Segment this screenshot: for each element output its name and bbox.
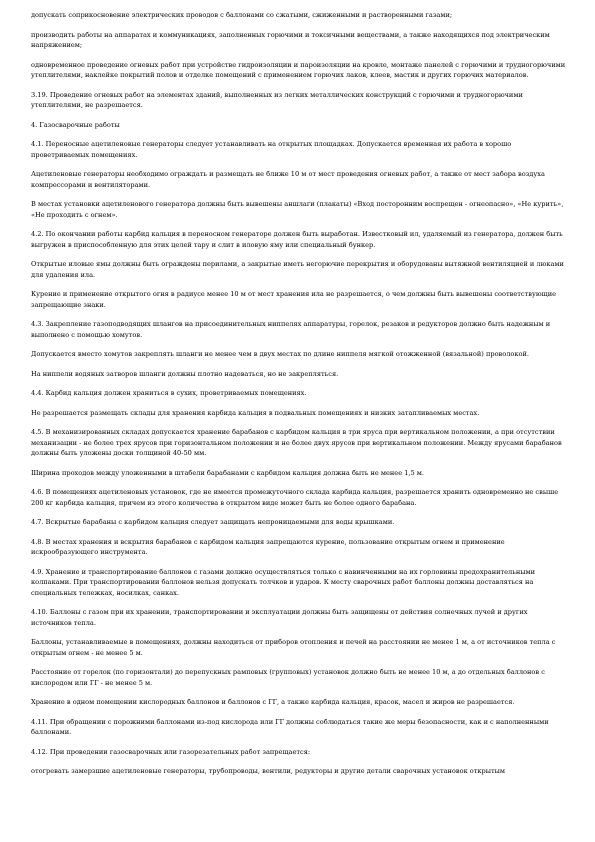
- paragraph: 4.6. В помещениях ацетиленовых установок, где не имеется промежуточного склада карбида кальция, разрешается хранить одновременно не свыше 200 кг карбида кальция, причем из этого количества в открытом виде может быть не более одного барабана.: [31, 488, 559, 507]
- paragraph: Ширина проходов между уложенными в штабели барабанами с карбидом кальция должна быть не менее 1,5 м.: [31, 468, 425, 477]
- paragraph: одновременное проведение огневых работ при устройстве гидроизоляции и пароизоляции на кровле, монтаже панелей с горючими и трудногорючими утеплителями, наклейке покрытий полов и отделке помещений с применением горючих лаков, клеев, мастик и других горючих материалов.: [31, 60, 566, 79]
- paragraph: 4.8. В местах хранения и вскрытия барабанов с карбидом кальция запрещаются курение, пользование открытым огнем и применение искрообразующего инструмента.: [31, 537, 505, 556]
- paragraph: 4.4. Карбид кальция должен храниться в сухих, проветриваемых помещениях.: [31, 389, 307, 397]
- paragraph: На ниппели водяных затворов шланги должны плотно надеваться, но не закрепляться.: [31, 369, 339, 378]
- paragraph: Расстояние от горелок (по горизонтали) до перепускных рамповых (групповых) установок должно быть не менее 10 м, а до отдельных баллонов с кислородом или ГГ - не менее 5 м.: [31, 668, 545, 687]
- paragraph: производить работы на аппаратах и коммуникациях, заполненных горючими и токсичными веществами, а также находящихся под электрическим напряжением;: [31, 30, 550, 49]
- paragraph: 4.11. При обращении с порожними баллонами из-под кислорода или ГГ должны соблюдаться такие же меры безопасности, как и с наполненными баллонами.: [31, 717, 549, 736]
- paragraph: Хранение в одном помещении кислородных баллонов и баллонов с ГГ, а также карбида кальция, красок, масел и жиров не разрешается.: [31, 698, 515, 706]
- paragraph: Открытые иловые ямы должны быть ограждены перилами, а закрытые иметь негорючие перекрытия и оборудованы вытяжной вентиляцией и люками для удаления ила.: [31, 260, 564, 279]
- paragraph: Допускается вместо хомутов закреплять шланги не менее чем в двух местах по длине ниппеля мягкой отожженной (вязальной) проволокой.: [31, 350, 529, 358]
- paragraph: 4.9. Хранение и транспортирование баллонов с газами должно осуществляться только с навинченными на их горловины предохранительными колпаками. При транспортировании баллонов нельзя допускать толчков и ударов. К месту сварочных работ баллоны должны доставляться на специальных тележках, носилках, санках.: [31, 567, 535, 597]
- section-heading: 4. Газосварочные работы: [31, 120, 120, 129]
- paragraph: Курение и применение открытого огня в радиусе менее 10 м от мест хранения ила не разрешается, о чем должны быть вывешены соответствующие запрещающие знаки.: [31, 290, 556, 309]
- paragraph: 4.2. По окончании работы карбид кальция в переносном генераторе должен быть выработан. Известковый ил, удаляемый из генератора, должен быть выгружен в приспособленную для этих целей тару и слит в иловую яму или специальный бункер.: [31, 230, 563, 249]
- paragraph: 4.1. Переносные ацетиленовые генераторы следует устанавливать на открытых площадках. Допускается временная их работа в хорошо проветриваемых помещениях.: [31, 140, 512, 159]
- paragraph: допускать соприкосновение электрических проводов с баллонами со сжатыми, сжиженными и растворенными газами;: [31, 11, 453, 19]
- paragraph: 4.10. Баллоны с газом при их хранении, транспортировании и эксплуатации должны быть защищены от действия солнечных лучей и других источников тепла.: [31, 608, 528, 627]
- paragraph: 4.5. В механизированных складах допускается хранение барабанов с карбидом кальция в три яруса при вертикальном положении, а при отсутствии механизации - не более трех ярусов при горизонтальном положении и не более двух ярусов при вертикальном положении. Между ярусами барабанов должны быть уложены доски толщиной 40-50 мм.: [31, 428, 562, 457]
- paragraph: Ацетиленовые генераторы необходимо ограждать и размещать не ближе 10 м от мест проведения огневых работ, а также от мест забора воздуха компрессорами и вентиляторами.: [31, 170, 545, 189]
- paragraph: Баллоны, устанавливаемые в помещениях, должны находиться от приборов отопления и печей на расстоянии не менее 1 м, а от источников тепла с открытым огнем - не менее 5 м.: [31, 638, 556, 657]
- paragraph: 4.12. При проведении газосварочных или газорезательных работ запрещается:: [31, 747, 311, 756]
- document-page: [31, 10, 567, 786]
- paragraph: 4.3. Закрепление газоподводящих шлангов на присоединительных ниппелях аппаратуры, горелок, резаков и редукторов должно быть надежным и выполнено с помощью хомутов.: [31, 320, 551, 339]
- paragraph: 3.19. Проведение огневых работ на элементах зданий, выполненных из легких металлических конструкций с горючими и трудногорючими утеплителями, не разрешается.: [31, 90, 523, 109]
- paragraph: 4.7. Вскрытые барабаны с карбидом кальция следует защищать непроницаемыми для воды крышками.: [31, 518, 395, 526]
- paragraph: отогревать замерзшие ацетиленовые генераторы, трубопроводы, вентили, редукторы и другие детали сварочных установок открытым: [31, 767, 506, 775]
- paragraph: В местах установки ацетиленового генератора должны быть вывешены аншлаги (плакаты) «Вход посторонним воспрещен - огнеопасно», «Не курить», «Не проходить с огнем».: [31, 200, 564, 219]
- paragraph: Не разрешается размещать склады для хранения карбида кальция в подвальных помещениях и низких затапливаемых местах.: [31, 408, 480, 417]
